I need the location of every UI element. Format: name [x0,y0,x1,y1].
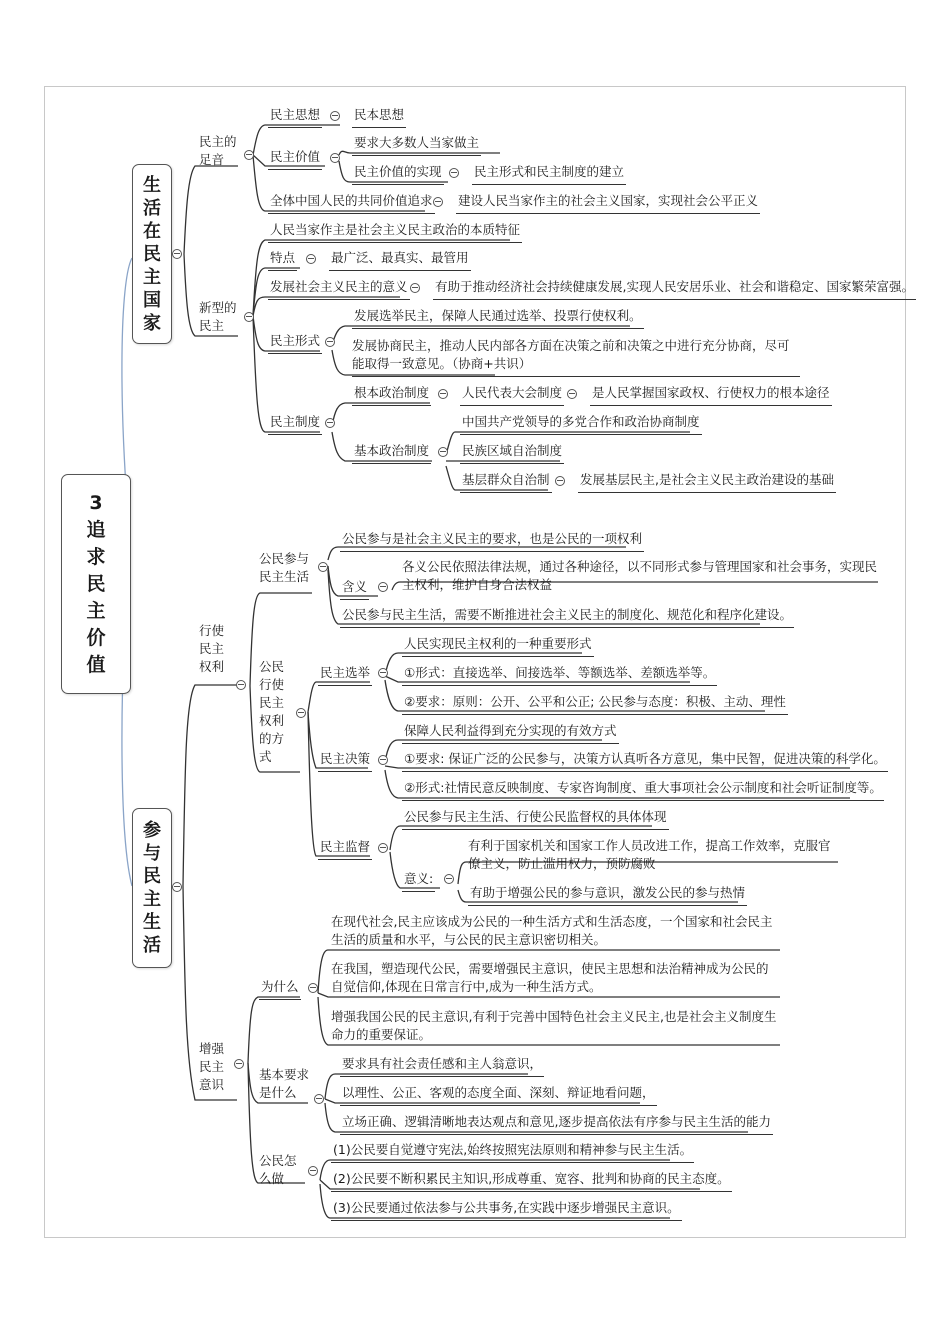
node-why-b: 在我国，塑造现代公民，需要增强民主意识，使民主思想和法治精神成为公民的自觉信仰,体现在日常言行中,成为一种生活方式。 [331,961,769,994]
branch-participate-label: 参与民主生活 [143,820,161,956]
branch-live-in-democracy [132,164,172,344]
collapse-icon[interactable] [236,680,246,690]
main-topic [61,474,131,694]
node-enhance-awareness: 增强民主意识 [199,1041,225,1092]
node-election-type: ①形式：直接选举、间接选举、等额选举、差额选举等。 [402,664,717,686]
node-basic-cpc: 中国共产党领导的多党合作和政治协商制度 [460,413,702,435]
node-value-realize-detail: 民主形式和民主制度的建立 [472,163,626,185]
node-new-democracy: 新型的民主 [199,300,237,333]
node-common-pursuit-detail: 建设人民当家作主的社会主义国家，实现社会公平正义 [456,192,760,214]
node-basic-grassroots: 基层群众自治制 [460,471,552,493]
node-institutionalize: 公民参与民主生活，需要不断推进社会主义民主的制度化、规范化和程序化建设。 [340,606,794,628]
node-common-pursuit: 全体中国人民的共同价值追求 [268,192,435,214]
collapse-icon[interactable] [172,249,182,259]
collapse-icon[interactable] [438,389,448,399]
node-req-a: 要求具有社会责任感和主人翁意识， [340,1055,544,1077]
collapse-icon[interactable] [330,111,340,121]
node-meaning-detail: 各义公民依照法律法规，通过各种途径，以不同形式参与管理国家和社会事务，实现民主权利，维护自身合法权益 [402,559,878,592]
collapse-icon[interactable] [325,337,335,347]
node-supervision-embody: 公民参与民主生活、行使公民监督权的具体体现 [402,808,669,830]
collapse-icon[interactable] [444,874,454,884]
node-exercise-ways: 公民行使民主权利的方式 [259,659,285,764]
node-democracy-form: 民主形式 [268,332,322,354]
node-value: 民主价值 [268,148,322,170]
node-supervision-benefit: 有利于国家机关和国家工作人员改进工作，提高工作效率，克服官僚主义，防止滥用权力，预防腐败 [468,838,831,871]
collapse-icon[interactable] [244,150,254,160]
node-value-majority: 要求大多数人当家做主 [352,134,481,156]
node-why: 为什么 [259,978,301,1000]
node-develop-meaning-detail: 有助于推动经济社会持续健康发展,实现人民安居乐业、社会和谐稳定、国家繁荣富强。 [433,278,916,300]
node-decision-way: 保障人民利益得到充分实现的有效方式 [402,722,619,744]
node-exercise-rights: 行使民主权利 [199,623,225,674]
collapse-icon[interactable] [308,1166,318,1176]
collapse-icon[interactable] [555,476,565,486]
collapse-icon[interactable] [378,582,388,592]
collapse-icon[interactable] [244,312,254,322]
node-why-a: 在现代社会,民主应该成为公民的一种生活方式和生活态度，一个国家和社会民主生活的质量和水平，与公民的民主意识密切相关。 [331,914,773,947]
node-participation-right: 公民参与是社会主义民主的要求，也是公民的一项权利 [340,530,644,552]
collapse-icon[interactable] [172,882,182,892]
node-people-congress-detail: 是人民掌握国家政权、行使权力的根本途径 [590,384,832,406]
node-election-form: 人民实现民主权利的一种重要形式 [402,635,594,657]
node-people-congress: 人民代表大会制度 [460,384,564,406]
collapse-icon[interactable] [378,755,388,765]
node-root-system: 根本政治制度 [352,384,431,406]
branch-participate [132,808,172,968]
node-supervision-engage: 有助于增强公民的参与意识，激发公民的参与热情 [468,884,747,906]
node-how-b: (2)公民要不断积累民主知识,形成尊重、宽容、批判和协商的民主态度。 [331,1170,732,1192]
node-value-realize: 民主价值的实现 [352,163,444,185]
node-feature: 特点 [268,249,297,271]
node-decision: 民主决策 [318,750,372,772]
node-basic-system: 基本政治制度 [352,442,431,464]
node-supervision-meaning: 意义: [402,870,435,892]
node-how-a: (1)公民要自觉遵守宪法,始终按照宪法原则和精神参与民主生活。 [331,1141,694,1163]
collapse-icon[interactable] [378,668,388,678]
node-form-consult: 发展协商民主，推动人民内部各方面在决策之前和决策之中进行充分协商，尽可能取得一致意见。（协商+共识） [352,337,800,377]
collapse-icon[interactable] [410,283,420,293]
node-req-c: 立场正确、逻辑清晰地表达观点和意见,逐步提高依法有序参与民主生活的能力 [340,1113,773,1135]
node-thought: 民主思想 [268,106,322,128]
node-develop-meaning: 发展社会主义民主的意义 [268,278,410,300]
collapse-icon[interactable] [306,254,316,264]
node-basic-ethnic: 民族区域自治制度 [460,442,564,464]
node-democracy-system: 民主制度 [268,413,322,435]
collapse-icon[interactable] [330,153,340,163]
collapse-icon[interactable] [378,843,388,853]
collapse-icon[interactable] [449,168,459,178]
node-basic-requirement: 基本要求是什么 [259,1067,310,1100]
main-topic-label: 3 追求民主价值 [86,491,106,676]
collapse-icon[interactable] [314,1094,324,1104]
branch-live-in-democracy-label: 生活在民主国家 [143,174,161,334]
node-supervision: 民主监督 [318,838,372,860]
collapse-icon[interactable] [318,562,328,572]
node-feature-detail: 最广泛、最真实、最管用 [329,249,471,271]
node-req-b: 以理性、公正、客观的态度全面、深刻、辩证地看问题， [340,1084,657,1106]
collapse-icon[interactable] [296,708,306,718]
node-democracy-footsteps: 民主的足音 [199,134,237,167]
collapse-icon[interactable] [567,389,577,399]
node-basic-grassroots-detail: 发展基层民主,是社会主义民主政治建设的基础 [578,471,836,493]
node-meaning: 含义 [340,578,369,600]
node-decision-form: ②形式:社情民意反映制度、专家咨询制度、重大事项社会公示制度和社会听证制度等。 [402,779,884,801]
collapse-icon[interactable] [308,983,318,993]
node-why-c: 增强我国公民的民主意识,有利于完善中国特色社会主义民主,也是社会主义制度生命力的重要保证。 [331,1009,777,1042]
node-thought-value: 民本思想 [352,106,406,128]
node-election: 民主选举 [318,664,372,686]
node-form-election: 发展选举民主，保障人民通过选举、投票行使权利。 [352,307,644,329]
collapse-icon[interactable] [433,197,443,207]
node-how: 公民怎么做 [259,1153,297,1186]
node-election-principle: ②要求：原则：公开、公平和公正; 公民参与态度：积极、主动、理性 [402,693,788,715]
collapse-icon[interactable] [234,1059,244,1069]
collapse-icon[interactable] [438,447,448,457]
collapse-icon[interactable] [325,418,335,428]
node-decision-req: ①要求: 保证广泛的公民参与，决策方认真听各方意见，集中民智，促进决策的科学化。 [402,750,888,772]
node-citizen-participation: 公民参与民主生活 [259,551,310,584]
node-essence: 人民当家作主是社会主义民主政治的本质特征 [268,221,522,243]
node-how-c: (3)公民要通过依法参与公共事务,在实践中逐步增强民主意识。 [331,1199,682,1221]
